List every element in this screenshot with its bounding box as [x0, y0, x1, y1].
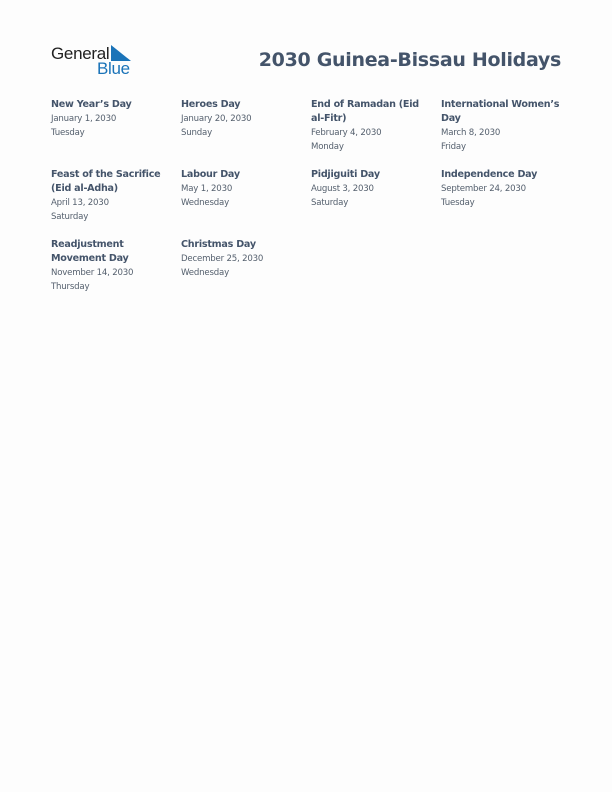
holiday-date: February 4, 2030: [311, 128, 382, 138]
holiday-weekday: Sunday: [181, 128, 212, 138]
holiday-weekday: Friday: [441, 142, 466, 152]
holiday-name: Heroes Day: [181, 99, 241, 110]
generalblue-logo: [51, 44, 141, 78]
holiday-name: Feast of the Sacrifice (Eid al-Adha): [51, 169, 161, 194]
holiday-name: Pidjiguiti Day: [311, 169, 380, 180]
holiday-date: November 14, 2030: [51, 268, 134, 278]
holiday-date: September 24, 2030: [441, 184, 526, 194]
holiday-item: [441, 98, 563, 154]
holiday-item: [51, 168, 173, 224]
holiday-date: January 1, 2030: [51, 114, 117, 124]
holiday-name: Labour Day: [181, 169, 240, 180]
holiday-item: [51, 238, 173, 294]
holiday-weekday: Thursday: [51, 282, 90, 292]
holiday-item: [311, 168, 433, 210]
holiday-weekday: Wednesday: [181, 268, 229, 278]
holiday-name: End of Ramadan (Eid al-Fitr): [311, 99, 419, 124]
holiday-item: [51, 98, 173, 140]
holiday-item: [181, 98, 303, 140]
logo-word-blue: Blue: [97, 59, 130, 78]
holiday-name: Readjustment Movement Day: [51, 239, 129, 264]
holiday-weekday: Saturday: [51, 212, 89, 222]
holiday-date: December 25, 2030: [181, 254, 264, 264]
holiday-weekday: Tuesday: [51, 128, 85, 138]
holiday-date: April 13, 2030: [51, 198, 109, 208]
logo-word-general: General: [51, 44, 110, 63]
holiday-weekday: Saturday: [311, 198, 349, 208]
holiday-name: New Year’s Day: [51, 99, 132, 110]
holiday-date: August 3, 2030: [311, 184, 374, 194]
page-title: 2030 Guinea-Bissau Holidays: [258, 49, 561, 71]
holiday-weekday: Monday: [311, 142, 344, 152]
holiday-weekday: Wednesday: [181, 198, 229, 208]
holiday-name: Independence Day: [441, 169, 538, 180]
holiday-date: March 8, 2030: [441, 128, 501, 138]
holiday-weekday: Tuesday: [441, 198, 475, 208]
holiday-item: [311, 98, 433, 154]
holiday-date: May 1, 2030: [181, 184, 233, 194]
holiday-date: January 20, 2030: [181, 114, 252, 124]
holiday-name: Christmas Day: [181, 239, 256, 250]
holiday-item: [181, 168, 303, 210]
holiday-item: [181, 238, 303, 280]
holiday-item: [441, 168, 563, 210]
holiday-name: International Women’s Day: [441, 99, 560, 124]
